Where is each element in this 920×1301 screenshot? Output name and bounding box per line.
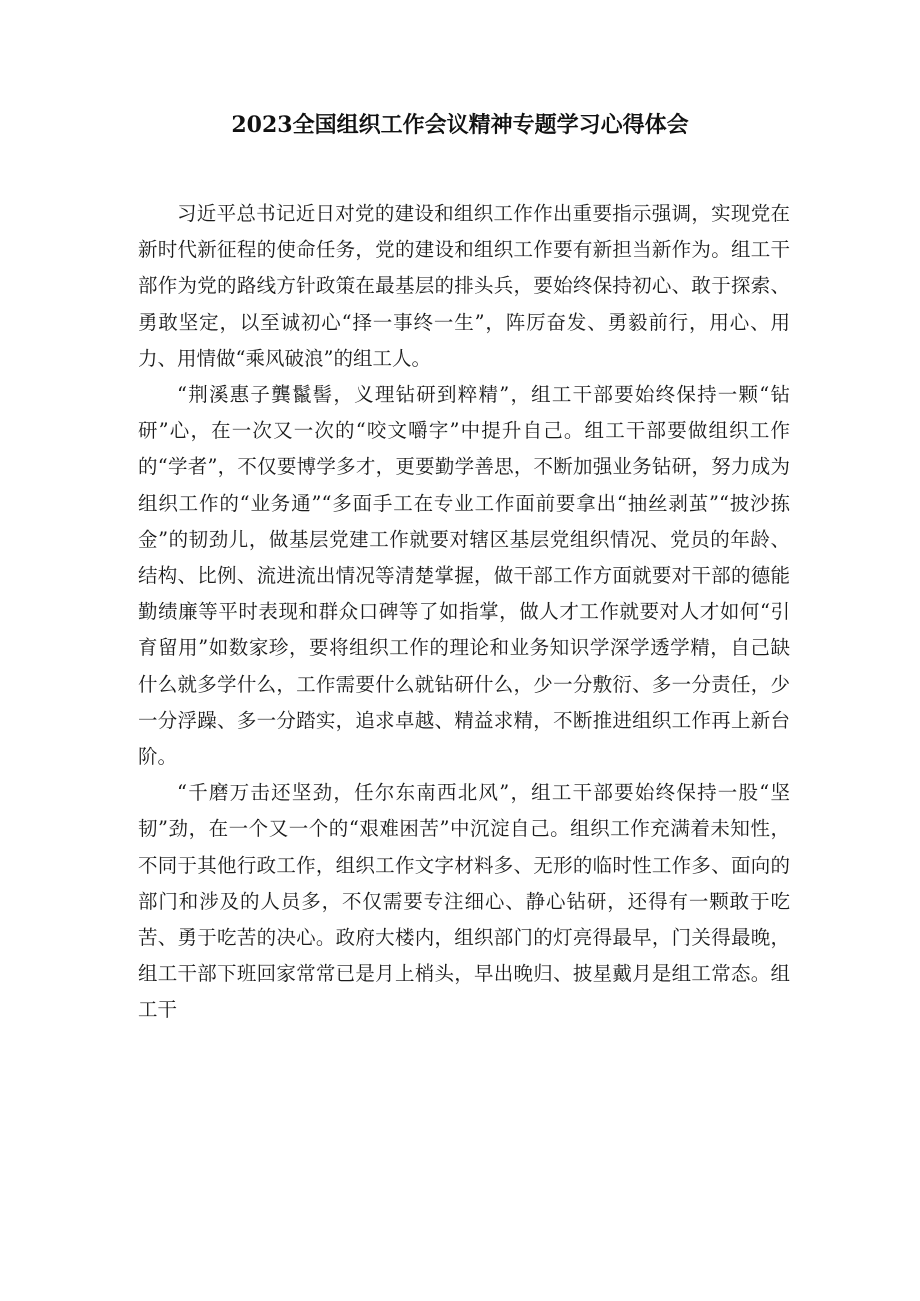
paragraph-1: 习近平总书记近日对党的建设和组织工作作出重要指示强调，实现党在新时代新征程的使命任务，党的建设和组织工作要有新担当新作为。组工干部作为党的路线方针政策在最基层的排头兵，要始终保持初心、敢于探索、勇敢坚定，以至诚初心“择一事终一生”，阵厉奋发、勇毅前行，用心、用力、用情做“乘风破浪”的组工人。 xyxy=(138,202,790,370)
document-body xyxy=(138,196,790,1029)
paragraph-3: “千磨万击还坚劲，任尔东南西北风”，组工干部要始终保持一股“坚韧”劲，在一个又一个的“艰难困苦”中沉淀自己。组织工作充满着未知性，不同于其他行政工作，组织工作文字材料多、无形的临时性工作多、面向的部门和涉及的人员多，不仅需要专注细心、静心钻研，还得有一颗敢于吃苦、勇于吃苦的决心。政府大楼内，组织部门的灯亮得最早，门关得最晚，组工干部下班回家常常已是月上梢头，早出晚归、披星戴月是组工常态。组工干 xyxy=(138,781,790,1022)
document-title: 2023全国组织工作会议精神专题学习心得体会 xyxy=(231,112,689,138)
paragraph-2: “荆溪惠子龔鬣髻，义理钻研到粹精”，组工干部要始终保持一颗“钻研”心，在一次又一次的“咬文嚼字”中提升自己。组工干部要做组织工作的“学者”，不仅要博学多才，更要勤学善思，不断加强业务钻研，努力成为组织工作的“业务通”“多面手工在专业工作面前要拿出“抽丝剥茧”“披沙拣金”的韧劲儿，做基层党建工作就要对辖区基层党组织情况、党员的年龄、结构、比例、流进流出情况等清楚掌握，做干部工作方面就要对干部的德能勤绩廉等平时表现和群众口碑等了如指掌，做人才工作就要对人才如何“引育留用”如数家珍，要将组织工作的理论和业务知识学深学透学精，自己缺什么就多学什么，工作需要什么就钻研什么，少一分敷衍、多一分责任，少一分浮躁、多一分踏实，追求卓越、精益求精，不断推进组织工作再上新台阶。 xyxy=(138,383,790,769)
